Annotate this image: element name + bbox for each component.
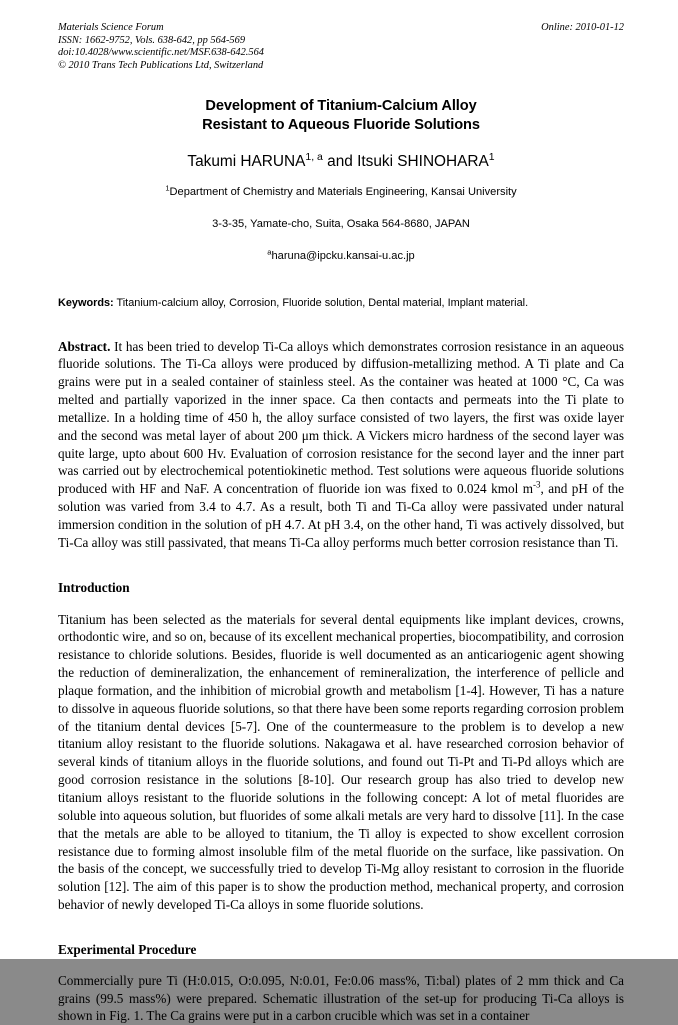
keywords-text: Titanium-calcium alloy, Corrosion, Fluoride solution, Dental material, Implant material. xyxy=(113,296,529,309)
abstract-part-3: thick. A Vickers micro hardness of the second layer was quite large, upto about 600 Hv. Evaluation of corrosion resistance for the second layer and the inner part was carried out by electrochemical potentiokinetic method. Test solutions were aqueous fluoride solutions produced with HF and NaF. A concentration of fluoride ion was fixed to 0.024 kmol m xyxy=(58,427,624,497)
page-title xyxy=(58,97,624,134)
title-line-1: Development of Titanium-Calcium Alloy xyxy=(205,98,477,115)
section-heading-introduction: Introduction xyxy=(58,579,130,595)
corresponding-email xyxy=(58,246,624,264)
title-line-2: Resistant to Aqueous Fluoride Solutions xyxy=(202,116,480,133)
abstract-micron-unit: μm xyxy=(301,427,320,443)
abstract-temperature-unit: °C xyxy=(562,374,577,390)
journal-header xyxy=(58,22,624,72)
abstract-part-2: , Ca was melted and partially vaporized in the inner space. Ca then contacts and permeats into the Ti plate to metallize. In a holding time of 450 h, the alloy surface consisted of two layers, the first was oxide layer and the second was metal layer of about 200 xyxy=(58,374,624,443)
experimental-procedure-paragraph: Commercially pure Ti (H:0.015, O:0.095, N:0.01, Fe:0.06 mass%, Ti:bal) plates of 2 mm thick and Ca grains (99.5 mass%) were prepared. Schematic illustration of the set-up for producing Ti-Ca alloys is shown in Fig. 1. The Ca grains were put in a carbon crucible which was set in a container xyxy=(58,972,624,1024)
keywords-label: Keywords: xyxy=(58,296,114,309)
abstract-part-4: , and pH of the solution was varied from 3.4 to 4.7. As a result, both Ti and Ti-Ca alloy were passivated under natural immersion condition in the solution of pH 4.7. At pH 3.4, on the other hand, Ti was actively dissolved, but Ti-Ca alloy was still passivated, that means Ti-Ca alloy performs much better corrosion resistance than Ti. xyxy=(58,481,624,550)
journal-issn-line: ISSN: 1662-9752, Vols. 638-642, pp 564-569 xyxy=(58,34,246,46)
author-2-superscript: 1 xyxy=(488,151,495,163)
journal-copyright-line: © 2010 Trans Tech Publications Ltd, Switzerland xyxy=(58,59,264,71)
introduction-paragraph: Titanium has been selected as the materials for several dental equipments like implant devices, crowns, orthodontic wire, and so on, because of its excellent mechanical properties, biocompatibility, and corrosion resistance to chloride solutions. Besides, fluoride is well documented as an anticariogenic agent showing the reduction of demineralization, the enhancement of remineralization, the interference of pellicle and plaque formation, and the inhibition of microbial growth and metabolism [1-4]. However, Ti has a nature to dissolve in aqueous fluoride solutions, so that there have been some reports regarding corrosion problem of the titanium dental devices [5-7]. One of the countermeasure to the problem is to develop a new titanium alloy resistant to the fluoride solutions. Nakagawa et al. have researched corrosion behavior of several kinds of titanium alloys in the fluoride solutions, and found out Ti-Pt and Ti-Pd alloys which are good corrosion resistance in the solutions [8-10]. Our research group has also tried to develop new titanium alloys resistant to the fluoride solutions in the following concept: A lot of metal fluorides are soluble into aqueous solution, but fluorides of some alkali metals are very hard to dissolve [11]. In the case that the metals are able to be alloyed to titanium, the Ti alloy is expected to show excellent corrosion resistance due to forming almost insoluble film of the metal fluoride on the surface, like passivation. On the basis of the concept, we successfully tried to develop Ti-Mg alloy resistant to corrosion in the fluoride solution [12]. The aim of this paper is to show the production method, mechanical property, and corrosion behavior of newly developed Ti-Ca alloys in some fluoride solutions. xyxy=(58,611,624,913)
email-address: haruna@ipcku.kansai-u.ac.jp xyxy=(271,249,415,262)
affiliation-address: 3-3-35, Yamate-cho, Suita, Osaka 564-8680, JAPAN xyxy=(212,217,470,230)
author-list xyxy=(58,152,624,171)
affiliation-text: Department of Chemistry and Materials Engineering, Kansai University xyxy=(169,185,517,198)
journal-doi-line: doi:10.4028/www.scientific.net/MSF.638-642.564 xyxy=(58,47,264,59)
online-date: Online: 2010-01-12 xyxy=(541,22,624,33)
section-heading-experimental-procedure: Experimental Procedure xyxy=(58,941,197,957)
abstract-part-1: It has been tried to develop Ti-Ca alloys which demonstrates corrosion resistance in an aqueous fluoride solutions. The Ti-Ca alloys were produced by diffusion-metallizing method. A Ti plate and Ca grains were put in a sealed container of stainless steel. As the container was heated at 1000 xyxy=(58,338,624,390)
abstract-paragraph xyxy=(58,338,624,552)
email-superscript: a xyxy=(267,246,272,256)
abstract-label: Abstract. xyxy=(58,338,111,354)
author-1-superscript: 1, a xyxy=(305,151,323,163)
author-conjunction: and xyxy=(322,152,358,170)
page-content xyxy=(58,22,624,1025)
author-2-name: Itsuki SHINOHARA xyxy=(357,152,489,170)
author-1-name: Takumi HARUNA xyxy=(187,152,306,170)
journal-name: Materials Science Forum xyxy=(58,22,164,33)
affiliation-superscript: 1 xyxy=(165,182,170,192)
affiliation xyxy=(58,182,624,200)
keywords-line xyxy=(58,296,624,310)
abstract-concentration-exponent: -3 xyxy=(533,479,541,490)
